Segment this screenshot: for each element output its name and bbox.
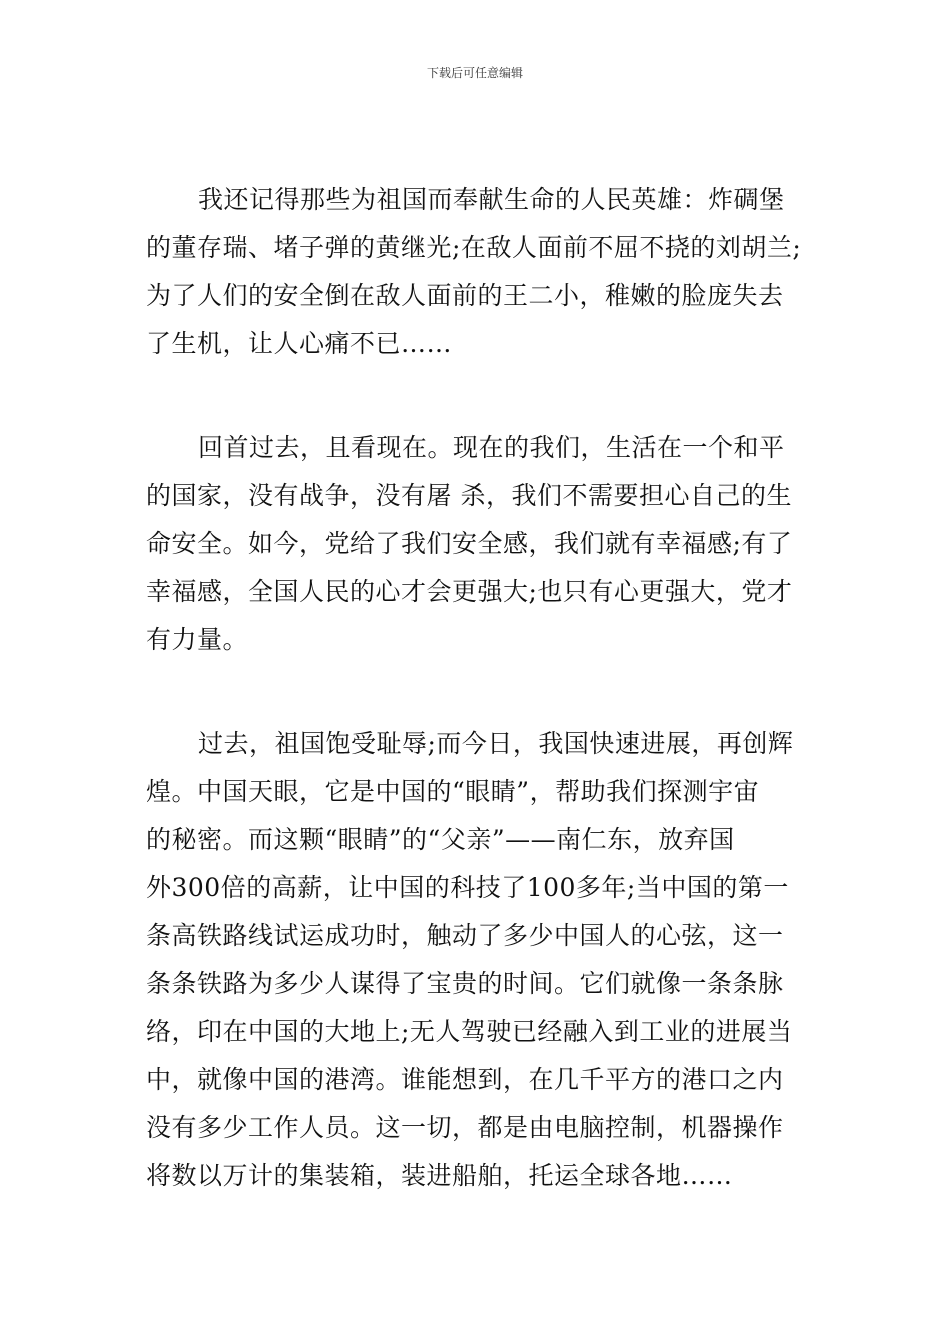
text-line: 了生机，让人心痛不已…… <box>146 329 453 358</box>
text-line: 有力量。 <box>146 625 249 654</box>
text-line: 外300倍的高薪，让中国的科技了100多年;当中国的第一 <box>146 873 789 902</box>
text-line: 命安全。如今，党给了我们安全感，我们就有幸福感;有了 <box>146 529 793 558</box>
text-line: 为了人们的安全倒在敌人面前的王二小，稚嫩的脸庞失去 <box>146 281 784 310</box>
text-line: 条高铁路线试运成功时，触动了多少中国人的心弦，这一 <box>146 921 784 950</box>
text-line: 过去，祖国饱受耻辱;而今日，我国快速进展，再创辉 <box>198 729 794 758</box>
text-line: 没有多少工作人员。这一切，都是由电脑控制，机器操作 <box>146 1113 784 1142</box>
paragraph-heroes <box>146 176 826 368</box>
text-line: 的秘密。而这颗“眼睛”的“父亲”——南仁东，放弃国 <box>146 825 735 854</box>
text-line: 幸福感，全国人民的心才会更强大;也只有心更强大，党才 <box>146 577 793 606</box>
text-line: 煌。中国天眼，它是中国的“眼睛”，帮助我们探测宇宙 <box>146 777 760 806</box>
text-line: 我还记得那些为祖国而奉献生命的人民英雄：炸碉堡 <box>198 185 785 214</box>
text-line: 条条铁路为多少人谋得了宝贵的时间。它们就像一条条脉 <box>146 969 784 998</box>
page-header-note: 下载后可任意编辑 <box>426 66 523 80</box>
text-line: 的国家，没有战争，没有屠 杀，我们不需要担心自己的生 <box>146 481 792 510</box>
text-line: 络，印在中国的大地上;无人驾驶已经融入到工业的进展当 <box>146 1017 793 1046</box>
paragraph-progress <box>146 720 826 1200</box>
paragraph-present <box>146 424 826 664</box>
text-line: 回首过去，且看现在。现在的我们，生活在一个和平 <box>198 433 785 462</box>
text-line: 的董存瑞、堵子弹的黄继光;在敌人面前不屈不挠的刘胡兰; <box>146 233 802 262</box>
text-line: 将数以万计的集装箱，装进船舶，托运全球各地…… <box>146 1161 733 1190</box>
text-line: 中，就像中国的港湾。谁能想到，在几千平方的港口之内 <box>146 1065 784 1094</box>
